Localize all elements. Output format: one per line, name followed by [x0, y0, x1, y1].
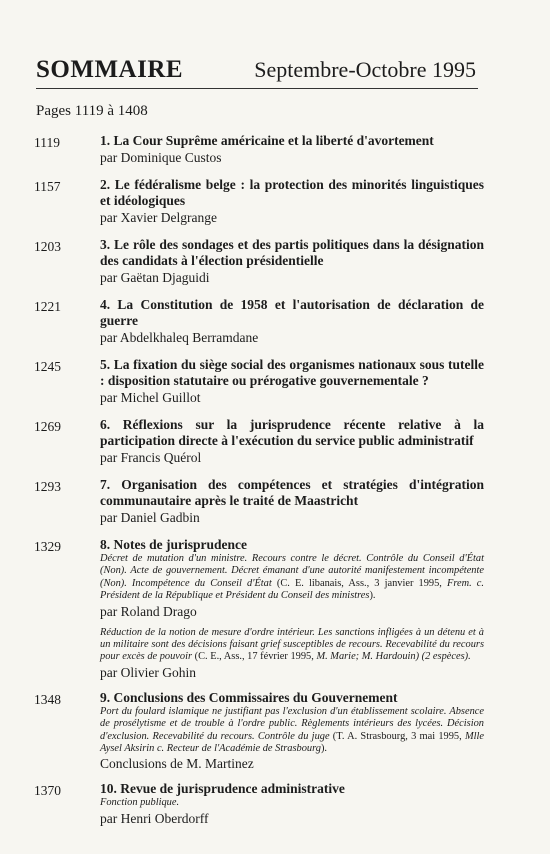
list-item	[34, 133, 484, 166]
case-summary-text: (C. E., Ass., 17 février 1995,	[192, 651, 317, 663]
list-item	[34, 781, 484, 826]
page-header	[36, 56, 476, 84]
page-number: 1221	[34, 299, 61, 314]
article-title: 10. Revue de jurisprudence administrative	[100, 781, 345, 797]
case-summary-italic: Port du foulard islamique ne justifiant pas l'exclusion d'un établissement scolaire. Absence de prosélytisme et de trouble à l'ordre public. Règlements intérieurs des lycées. Décision d'exclusion. Recevabilité du recours. Contrôle du juge	[100, 705, 484, 742]
article-author: par Dominique Custos	[100, 150, 222, 165]
contents-list	[34, 133, 484, 827]
header-rule	[36, 88, 478, 89]
page-number: 1370	[34, 783, 61, 799]
article-author: par Henri Oberdorff	[100, 810, 209, 826]
article-author: par Xavier Delgrange	[100, 210, 217, 225]
page-number: 1293	[34, 479, 61, 494]
page-number: 1348	[34, 691, 61, 707]
article-author: par Olivier Gohin	[100, 664, 196, 680]
list-item	[34, 690, 484, 773]
list-item	[34, 177, 484, 226]
case-summary-text: (C. E. libanais, Ass., 3 janvier 1995,	[271, 577, 447, 589]
list-item	[34, 357, 484, 406]
article-author: par Francis Quérol	[100, 450, 202, 465]
article-title: 3. Le rôle des sondages et des partis politiques dans la désignation des candidats à l'élection présidentielle	[100, 237, 484, 268]
case-summary-text: ).	[369, 590, 376, 602]
case-summary-italic: Décret de mutation d'un ministre. Recours contre le décret. Contrôle du Conseil d'État (Non). Acte de gouvernement. Décret émanant d'une autorité manifestement incompétente (Non). Incompétence du Conseil d'État	[100, 553, 484, 589]
case-summary	[100, 627, 484, 664]
article-author: par Abdelkhaleq Berramdane	[100, 330, 259, 345]
page-number: 1203	[34, 239, 61, 254]
article-author: par Roland Drago	[100, 603, 197, 619]
article-title: 8. Notes de jurisprudence	[100, 537, 247, 552]
list-item	[34, 537, 484, 681]
article-author: par Daniel Gadbin	[100, 510, 200, 525]
article-title: 7. Organisation des compétences et stratégies d'intégration communautaire après le traité de Maastricht	[100, 477, 484, 508]
article-title: 5. La fixation du siège social des organismes nationaux sous tutelle : disposition statutaire ou prérogative gouvernementale ?	[100, 357, 484, 388]
pages-range: Pages 1119 à 1408	[36, 103, 148, 119]
issue-date: Septembre-Octobre 1995	[254, 57, 476, 82]
case-summary-italic: Réduction de la notion de mesure d'ordre intérieur. Les sanctions infligées à un détenu et à un militaire sont des décisions faisant grief susceptibles de recours. Recevabilité du recours pour excès de pouvoir	[100, 626, 484, 663]
page-number: 1269	[34, 419, 61, 434]
case-summary-text: ).	[320, 743, 328, 755]
page-number: 1119	[34, 135, 60, 150]
case-summary-italic: Frem. c. Président de la République et Président du Conseil des ministres	[100, 577, 485, 602]
list-item	[34, 477, 484, 526]
page-title: SOMMAIRE	[36, 56, 184, 83]
case-summary-text: (T. A. Strasbourg, 3 mai 1995,	[329, 730, 465, 742]
page-number: 1329	[34, 539, 61, 554]
case-summary	[100, 706, 484, 756]
list-item	[34, 417, 484, 466]
article-title: 4. La Constitution de 1958 et l'autorisation de déclaration de guerre	[100, 297, 484, 328]
article-author: par Gaëtan Djaguidi	[100, 270, 210, 285]
case-summary	[100, 553, 484, 603]
article-title: 9. Conclusions des Commissaires du Gouvernement	[100, 689, 398, 705]
article-author: par Michel Guillot	[100, 390, 201, 405]
list-item	[34, 297, 484, 346]
case-summary-italic: M. Marie; M. Hardouin) (2 espèces).	[316, 651, 471, 663]
case-summary	[100, 797, 484, 809]
article-author: Conclusions de M. Martinez	[100, 756, 254, 772]
page-number: 1157	[34, 179, 61, 194]
article-title: 1. La Cour Suprême américaine et la liberté d'avortement	[100, 133, 434, 148]
case-summary-italic: Fonction publique.	[100, 797, 180, 809]
article-title: 6. Réflexions sur la jurisprudence récente relative à la participation directe à l'exécution du service public administratif	[100, 417, 484, 448]
case-summary-italic: Mlle Aysel Aksirin c. Recteur de l'Académie de Strasbourg	[100, 730, 484, 755]
article-title: 2. Le fédéralisme belge : la protection des minorités linguistiques et idéologiques	[100, 177, 484, 208]
page-number: 1245	[34, 359, 61, 374]
list-item	[34, 237, 484, 286]
